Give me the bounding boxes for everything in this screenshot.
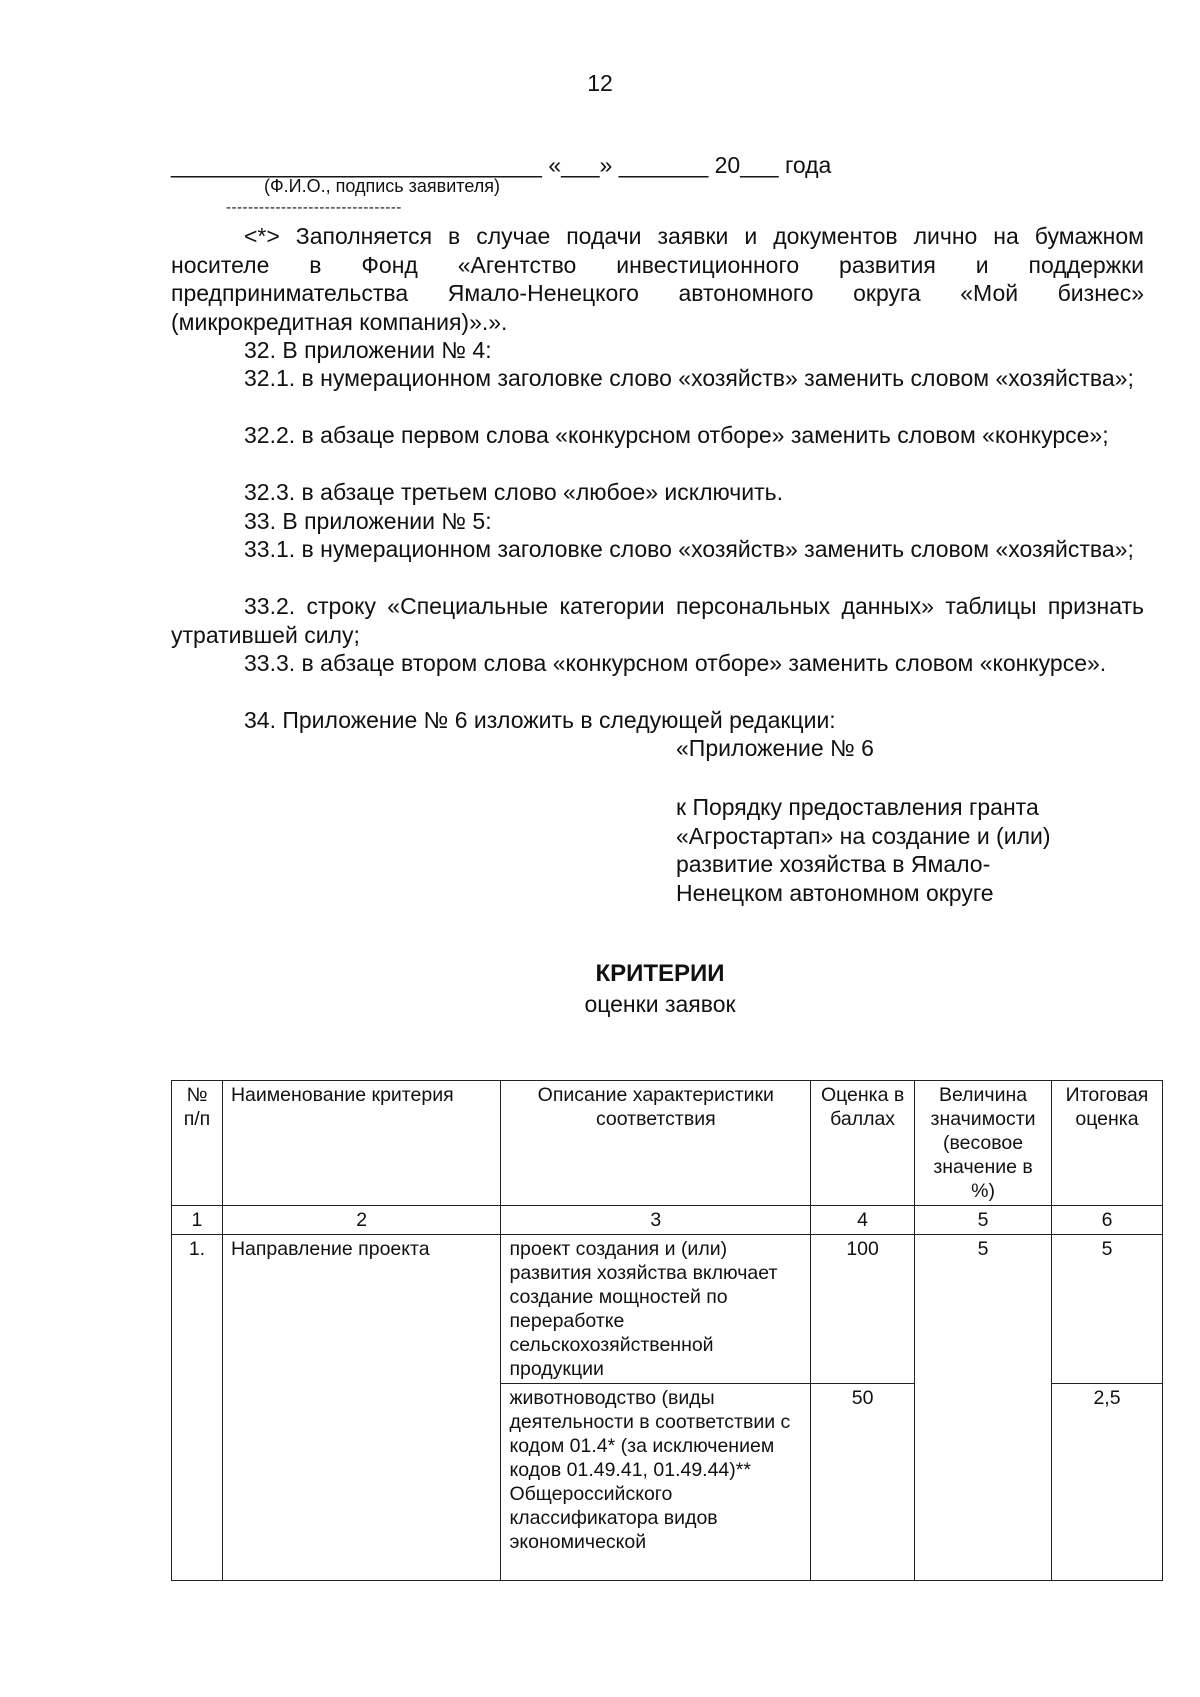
row-description: проект создания и (или) развития хозяйства включает создание мощностей по переработке сельскохозяйственной продукции xyxy=(501,1235,811,1384)
appendix-title: «Приложение № 6 xyxy=(676,735,874,761)
row-score: 100 xyxy=(811,1235,915,1384)
item-33-1: 33.1. в нумерационном заголовке слово «хозяйств» заменить словом «хозяйства»; xyxy=(244,536,1134,562)
appendix-line-1: к Порядку предоставления гранта xyxy=(676,794,1039,820)
page-number: 12 xyxy=(587,70,613,96)
header-num: № п/п xyxy=(172,1081,223,1206)
footnote-paragraph: <*> Заполняется в случае подачи заявки и документов лично на бумажном носителе в Фонд «Агентство инвестиционного развития и поддержки предпринимательства Ямало-Ненецкого автономного округа «Мой бизнес» (микрокредитная компания)».». xyxy=(171,223,1144,335)
criteria-table xyxy=(171,1080,1163,1581)
row-total: 2,5 xyxy=(1052,1384,1163,1581)
appendix-line-3: развитие хозяйства в Ямало- xyxy=(676,851,991,877)
header-total: Итоговая оценка xyxy=(1052,1081,1163,1206)
footnote-separator: -------------------------------- xyxy=(226,199,402,216)
signature-line: _____________________________ «___» _______ 20___ года xyxy=(171,152,832,178)
header-score: Оценка в баллах xyxy=(811,1081,915,1206)
col-number: 1 xyxy=(172,1206,223,1235)
table-column-numbers-row xyxy=(172,1206,1163,1235)
item-32: 32. В приложении № 4: xyxy=(244,337,492,363)
item-32-3: 32.3. в абзаце третьем слово «любое» исключить. xyxy=(244,479,783,505)
table-header-row xyxy=(172,1081,1163,1206)
item-33: 33. В приложении № 5: xyxy=(244,508,492,534)
table-row xyxy=(172,1235,1163,1384)
header-description: Описание характеристики соответствия xyxy=(501,1081,811,1206)
col-number: 6 xyxy=(1052,1206,1163,1235)
criteria-title: КРИТЕРИИ xyxy=(595,960,725,987)
col-number: 2 xyxy=(222,1206,501,1235)
row-weight: 5 xyxy=(915,1235,1052,1581)
appendix-line-4: Ненецком автономном округе xyxy=(676,880,994,906)
item-33-2: 33.2. строку «Специальные категории персональных данных» таблицы признать утратившей силу; xyxy=(171,593,1144,648)
row-total: 5 xyxy=(1052,1235,1163,1384)
col-number: 5 xyxy=(915,1206,1052,1235)
col-number: 3 xyxy=(501,1206,811,1235)
item-34: 34. Приложение № 6 изложить в следующей редакции: xyxy=(244,707,836,733)
appendix-line-2: «Агростартап» на создание и (или) xyxy=(676,823,1051,849)
row-num: 1. xyxy=(172,1235,223,1581)
col-number: 4 xyxy=(811,1206,915,1235)
signature-caption: (Ф.И.О., подпись заявителя) xyxy=(264,176,500,196)
row-description: животноводство (виды деятельности в соответствии с кодом 01.4* (за исключением кодов 01.49.41, 01.49.44)** Общероссийского классификатора видов экономической xyxy=(501,1384,811,1581)
item-32-1: 32.1. в нумерационном заголовке слово «хозяйств» заменить словом «хозяйства»; xyxy=(244,365,1134,391)
item-33-3: 33.3. в абзаце втором слова «конкурсном отборе» заменить словом «конкурсе». xyxy=(244,650,1107,676)
criteria-subtitle: оценки заявок xyxy=(584,991,736,1017)
header-criterion: Наименование критерия xyxy=(222,1081,501,1206)
header-weight: Величина значимости (весовое значение в %) xyxy=(915,1081,1052,1206)
row-score: 50 xyxy=(811,1384,915,1581)
item-32-2: 32.2. в абзаце первом слова «конкурсном отборе» заменить словом «конкурсе»; xyxy=(244,422,1109,448)
row-criterion: Направление проекта xyxy=(222,1235,501,1581)
